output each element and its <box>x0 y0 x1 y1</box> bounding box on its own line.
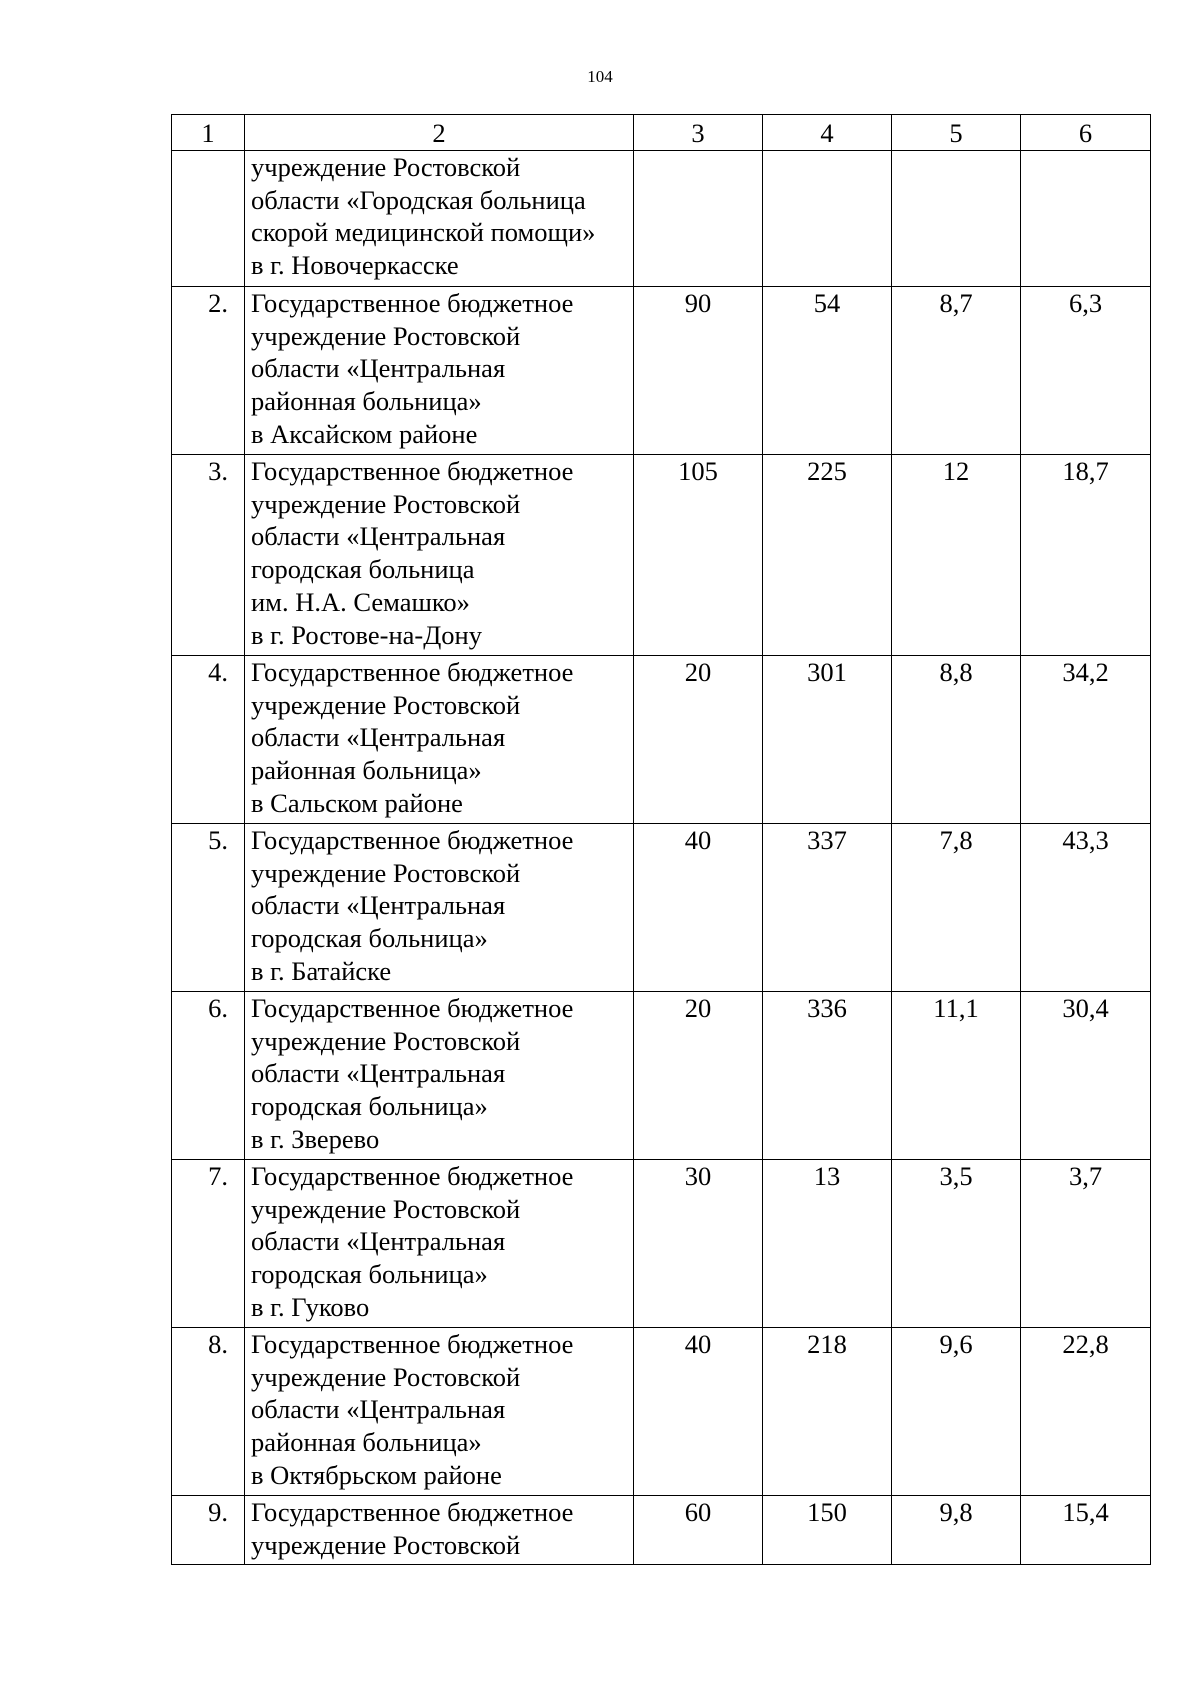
name-line: области «Центральная <box>251 722 506 753</box>
column-header: 4 <box>763 115 892 151</box>
institution-name <box>245 1160 634 1328</box>
value-col5: 11,1 <box>892 992 1021 1160</box>
name-line: Государственное бюджетное <box>251 657 574 687</box>
institution-name <box>245 992 634 1160</box>
name-line: области «Центральная <box>251 890 506 921</box>
table-row <box>172 656 1151 824</box>
name-line: области «Городская больница <box>251 184 586 215</box>
name-line: учреждение Ростовской <box>251 320 521 351</box>
name-line: Государственное бюджетное <box>251 1161 574 1191</box>
name-line: учреждение Ростовской <box>251 1025 521 1056</box>
value-col3: 30 <box>634 1160 763 1328</box>
table-row <box>172 1328 1151 1496</box>
name-line: Государственное бюджетное <box>251 1497 574 1527</box>
name-line: в г. Зверево <box>251 1123 380 1154</box>
column-header: 2 <box>245 115 634 151</box>
table-row <box>172 1496 1151 1565</box>
name-line: городская больница» <box>251 1091 488 1122</box>
name-line: учреждение Ростовской <box>251 857 521 888</box>
table-row <box>172 1160 1151 1328</box>
data-table <box>171 114 1151 1565</box>
name-line: в Аксайском районе <box>251 418 478 449</box>
name-line: области «Центральная <box>251 1058 506 1089</box>
value-col3: 40 <box>634 824 763 992</box>
row-number: 4. <box>172 656 245 824</box>
page-number: 104 <box>587 67 613 86</box>
name-line: районная больница» <box>251 1427 482 1458</box>
name-line: области «Центральная <box>251 521 506 552</box>
name-line: Государственное бюджетное <box>251 288 574 318</box>
value-col6: 30,4 <box>1021 992 1151 1160</box>
value-col5: 8,7 <box>892 287 1021 455</box>
name-line: районная больница» <box>251 386 482 417</box>
value-col6: 18,7 <box>1021 455 1151 656</box>
table-row <box>172 992 1151 1160</box>
value-col4: 225 <box>763 455 892 656</box>
value-col4 <box>763 151 892 287</box>
name-line: городская больница» <box>251 923 488 954</box>
name-line: городская больница» <box>251 1259 488 1290</box>
value-col6 <box>1021 151 1151 287</box>
name-line: Государственное бюджетное <box>251 993 574 1023</box>
column-header: 3 <box>634 115 763 151</box>
column-header: 6 <box>1021 115 1151 151</box>
name-line: в г. Гуково <box>251 1291 370 1322</box>
value-col4: 337 <box>763 824 892 992</box>
name-line: в г. Новочеркасске <box>251 250 459 281</box>
name-line: в Октябрьском районе <box>251 1459 502 1490</box>
institution-name <box>245 151 634 287</box>
table-row <box>172 455 1151 656</box>
value-col3: 105 <box>634 455 763 656</box>
value-col4: 54 <box>763 287 892 455</box>
value-col3: 60 <box>634 1496 763 1565</box>
name-line: области «Центральная <box>251 1226 506 1257</box>
value-col4: 150 <box>763 1496 892 1565</box>
institution-name <box>245 287 634 455</box>
name-line: Государственное бюджетное <box>251 456 574 486</box>
name-line: районная больница» <box>251 755 482 786</box>
row-number: 3. <box>172 455 245 656</box>
name-line: области «Центральная <box>251 353 506 384</box>
value-col3 <box>634 151 763 287</box>
name-line: в г. Ростове-на-Дону <box>251 619 482 650</box>
name-line: в Сальском районе <box>251 787 463 818</box>
institution-name <box>245 656 634 824</box>
value-col3: 20 <box>634 992 763 1160</box>
name-line: учреждение Ростовской <box>251 152 521 182</box>
name-line: Государственное бюджетное <box>251 1329 574 1359</box>
value-col5: 9,8 <box>892 1496 1021 1565</box>
name-line: учреждение Ростовской <box>251 1361 521 1392</box>
value-col6: 22,8 <box>1021 1328 1151 1496</box>
name-line: им. Н.А. Семашко» <box>251 586 470 617</box>
name-line: учреждение Ростовской <box>251 689 521 720</box>
institution-name <box>245 1496 634 1565</box>
row-number: 6. <box>172 992 245 1160</box>
value-col5: 9,6 <box>892 1328 1021 1496</box>
name-line: учреждение Ростовской <box>251 1193 521 1224</box>
row-number: 5. <box>172 824 245 992</box>
table-row <box>172 287 1151 455</box>
value-col5: 8,8 <box>892 656 1021 824</box>
value-col6: 43,3 <box>1021 824 1151 992</box>
name-line: Государственное бюджетное <box>251 825 574 855</box>
institution-name <box>245 455 634 656</box>
column-header: 5 <box>892 115 1021 151</box>
table-row <box>172 151 1151 287</box>
row-number: 8. <box>172 1328 245 1496</box>
table-row <box>172 824 1151 992</box>
row-number: 9. <box>172 1496 245 1565</box>
value-col5: 3,5 <box>892 1160 1021 1328</box>
row-number <box>172 151 245 287</box>
value-col4: 301 <box>763 656 892 824</box>
column-header: 1 <box>172 115 245 151</box>
name-line: области «Центральная <box>251 1394 506 1425</box>
value-col6: 3,7 <box>1021 1160 1151 1328</box>
value-col6: 15,4 <box>1021 1496 1151 1565</box>
name-line: учреждение Ростовской <box>251 488 521 519</box>
value-col6: 34,2 <box>1021 656 1151 824</box>
value-col4: 13 <box>763 1160 892 1328</box>
value-col4: 336 <box>763 992 892 1160</box>
value-col5: 7,8 <box>892 824 1021 992</box>
value-col5: 12 <box>892 455 1021 656</box>
row-number: 2. <box>172 287 245 455</box>
value-col3: 90 <box>634 287 763 455</box>
name-line: городская больница <box>251 554 475 585</box>
value-col5 <box>892 151 1021 287</box>
value-col3: 40 <box>634 1328 763 1496</box>
value-col3: 20 <box>634 656 763 824</box>
name-line: в г. Батайске <box>251 955 392 986</box>
value-col4: 218 <box>763 1328 892 1496</box>
institution-name <box>245 824 634 992</box>
row-number: 7. <box>172 1160 245 1328</box>
name-line: учреждение Ростовской <box>251 1529 521 1560</box>
value-col6: 6,3 <box>1021 287 1151 455</box>
table-header-row <box>172 115 1151 151</box>
institution-name <box>245 1328 634 1496</box>
name-line: скорой медицинской помощи» <box>251 217 596 248</box>
